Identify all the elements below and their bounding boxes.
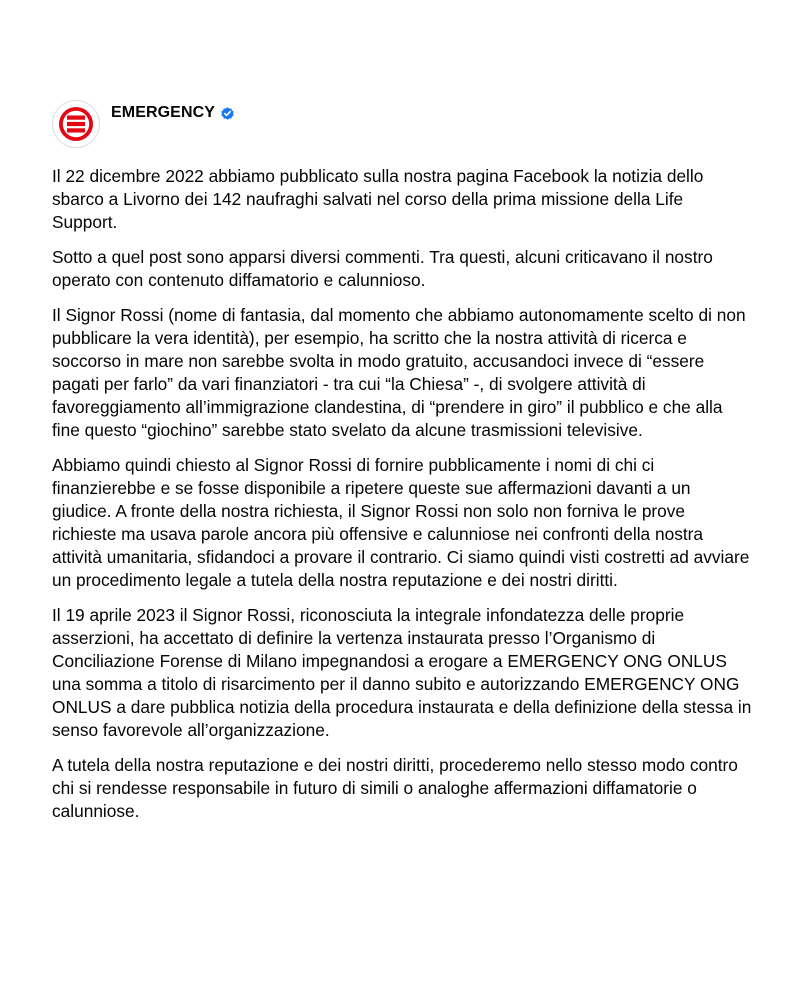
author-block bbox=[111, 104, 235, 122]
post-header bbox=[52, 100, 752, 152]
post-paragraph: Il 22 dicembre 2022 abbiamo pubblicato sulla nostra pagina Facebook la notizia dello sbarco a Livorno dei 142 naufraghi salvati nel corso della prima missione della Life Support. bbox=[52, 166, 704, 232]
verified-badge-icon bbox=[220, 106, 235, 121]
post-paragraph: Il Signor Rossi (nome di fantasia, dal momento che abbiamo autonomamente scelto di non pubblicare la vera identità), per esempio, ha scritto che la nostra attività di ricerca e soccorso in mare non sarebbe svolta in modo gratuito, accusandoci invece di “essere pagati per farlo” da vari finanziatori - tra cui “la Chiesa” -, di svolgere attività di favoreggiamento all’immigrazione clandestina, di “prendere in giro” il pubblico e che alla fine questo “giochino” sarebbe stato svelato da alcune trasmissioni televisive. bbox=[52, 305, 746, 440]
post-paragraph: Sotto a quel post sono apparsi diversi commenti. Tra questi, alcuni criticavano il nostro operato con contenuto diffamatorio e calunnioso. bbox=[52, 247, 713, 290]
facebook-post bbox=[52, 100, 752, 835]
post-paragraph: A tutela della nostra reputazione e dei nostri diritti, procederemo nello stesso modo contro chi si rendesse responsabile in futuro di simili o analoghe affermazioni diffamatorie o calunniose. bbox=[52, 755, 738, 821]
emergency-logo-icon bbox=[56, 104, 96, 144]
post-paragraph: Il 19 aprile 2023 il Signor Rossi, riconosciuta la integrale infondatezza delle proprie asserzioni, ha accettato di definire la vertenza instaurata presso l’Organismo di Conciliazione Forense di Milano impegnandosi a erogare a EMERGENCY ONG ONLUS una somma a titolo di risarcimento per il danno subito e autorizzando EMERGENCY ONG ONLUS a dare pubblica notizia della procedura instaurata e della definizione della stessa in senso favorevole all’organizzazione. bbox=[52, 605, 752, 740]
page-name[interactable]: EMERGENCY bbox=[111, 104, 216, 121]
page-avatar[interactable] bbox=[52, 100, 100, 148]
post-paragraph: Abbiamo quindi chiesto al Signor Rossi di fornire pubblicamente i nomi di chi ci finanzierebbe e se fosse disponibile a ripetere queste sue affermazioni davanti a un giudice. A fronte della nostra richiesta, il Signor Rossi non solo non forniva le prove richieste ma usava parole ancora più offensive e calunniose nei confronti della nostra attività umanitaria, sfidandoci a provare il contrario. Ci siamo quindi visti costretti ad avviare un procedimento legale a tutela della nostra reputazione e dei nostri diritti. bbox=[52, 455, 750, 590]
post-body bbox=[52, 165, 752, 823]
